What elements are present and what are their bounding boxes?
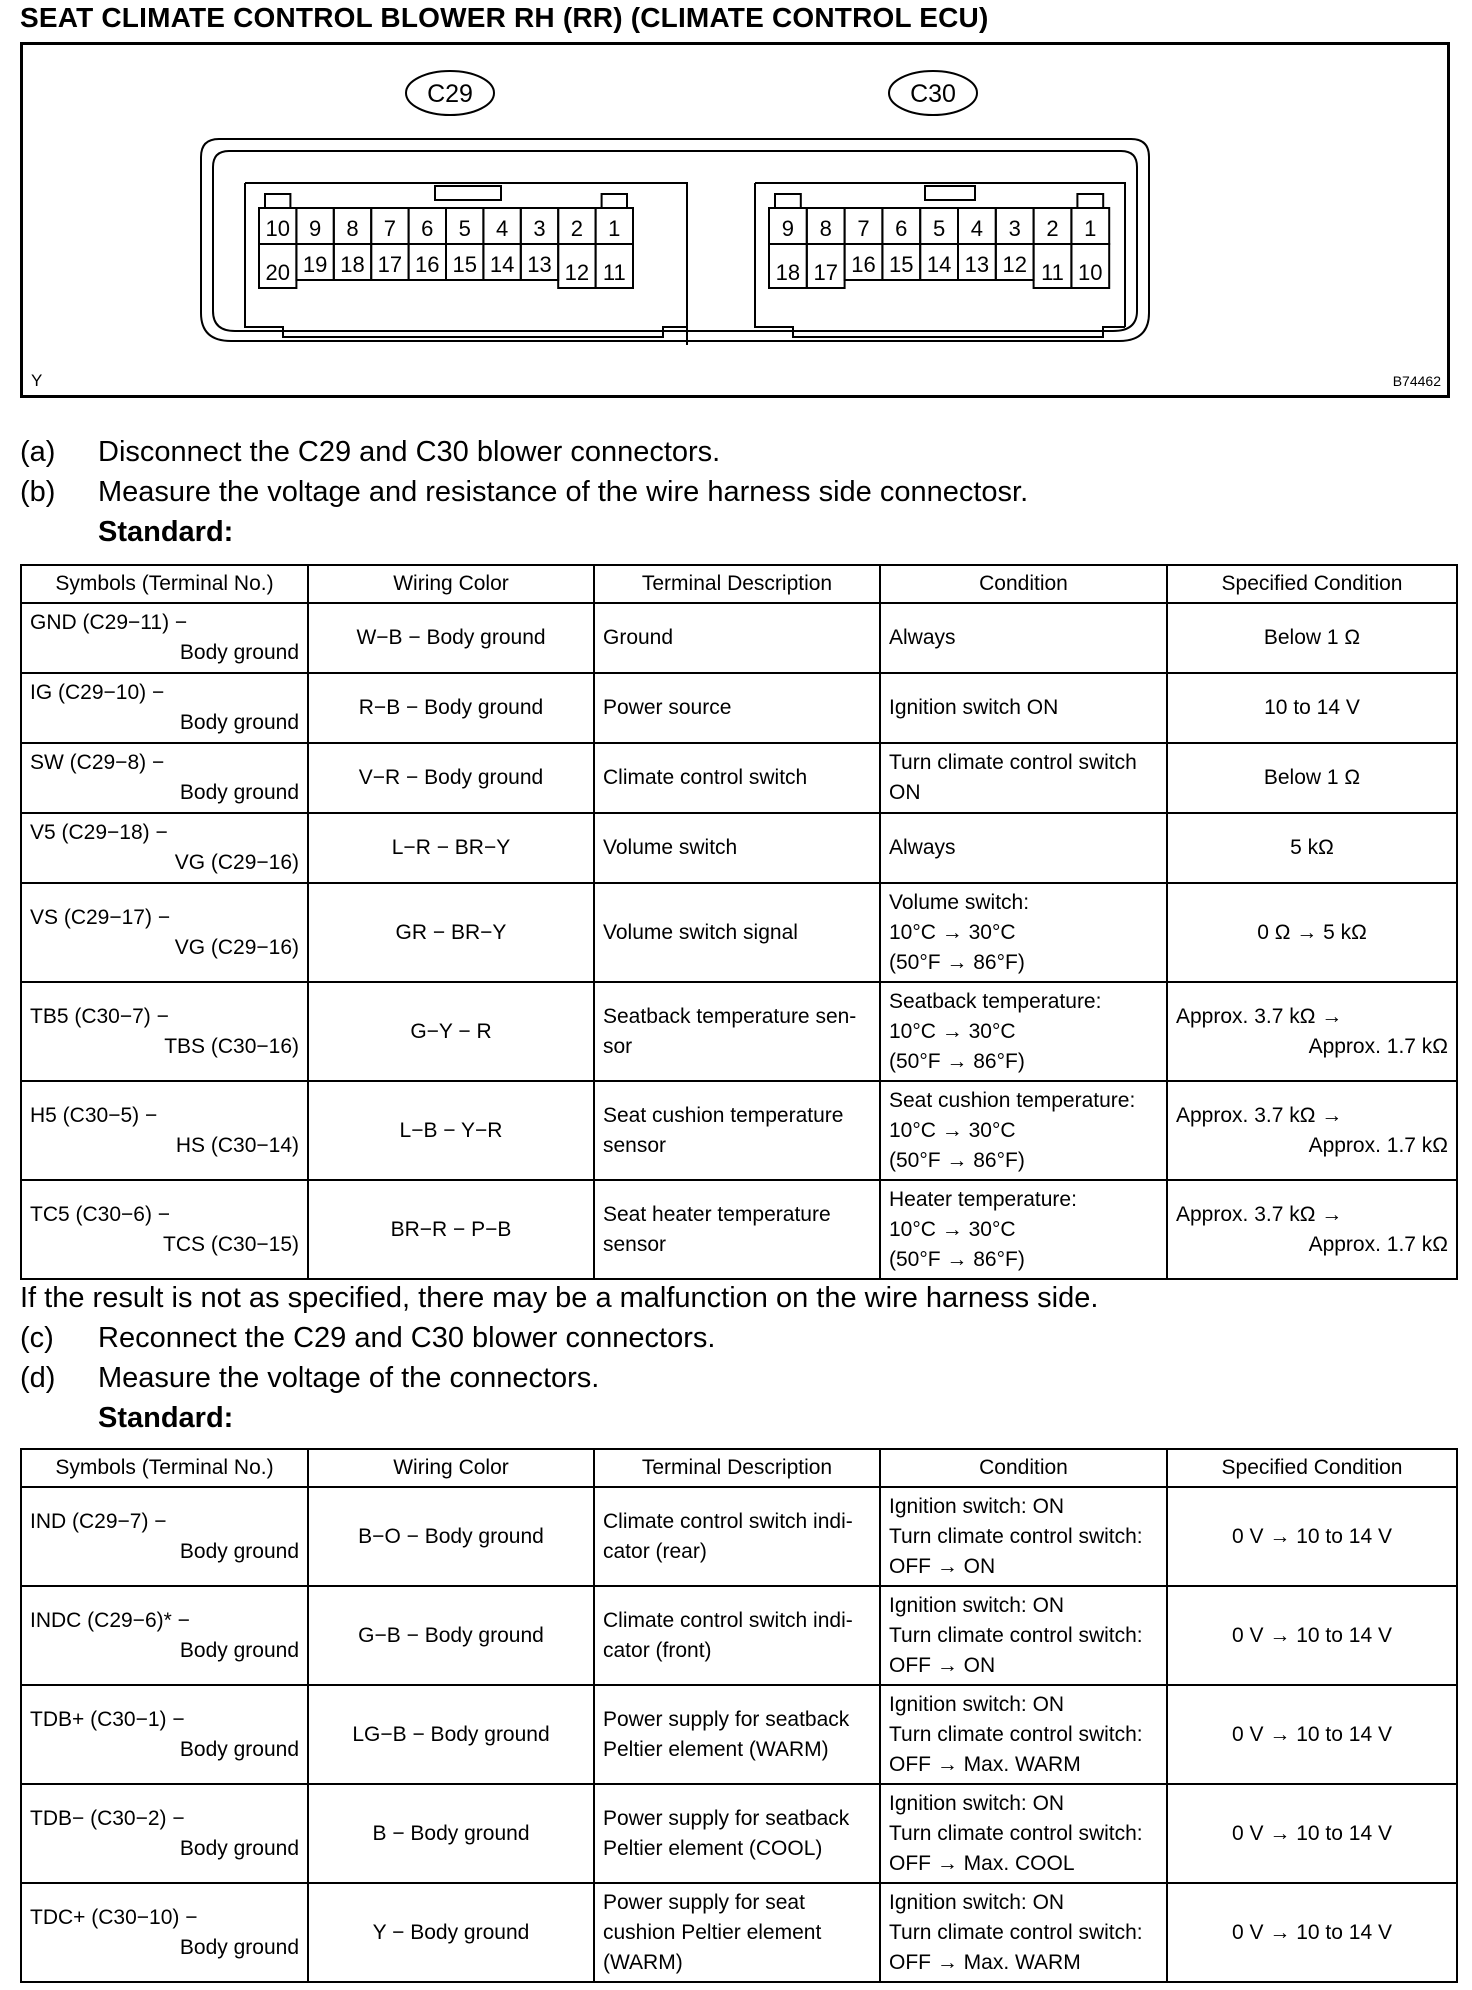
terminal-symbol-cell — [21, 1081, 308, 1180]
header-terminal-description: Terminal Description — [594, 1449, 880, 1487]
specified-condition-cell: 0 Ω → 5 kΩ — [1167, 883, 1457, 982]
wiring-color-cell: L−R − BR−Y — [308, 813, 594, 883]
terminal-symbol-cell — [21, 813, 308, 883]
step-d-text: Measure the voltage of the connectors. — [98, 1362, 600, 1394]
c29-pin-number: 5 — [458, 216, 471, 241]
malfunction-note: If the result is not as specified, there may be a malfunction on the wire harness side. — [20, 1282, 1099, 1314]
c30-pin-number: 14 — [926, 252, 952, 277]
spec-from: Approx. 3.7 kΩ → — [1176, 1004, 1343, 1028]
terminal-symbol-cell — [21, 743, 308, 813]
terminal-symbol-cell — [21, 1784, 308, 1883]
specified-condition-cell: 0 V → 10 to 14 V — [1167, 1586, 1457, 1685]
specified-condition-cell — [1167, 982, 1457, 1081]
terminal-from: IG (C29−10) − — [30, 681, 165, 704]
wiring-color-cell: B − Body ground — [308, 1784, 594, 1883]
c30-pin-number: 2 — [1046, 216, 1059, 241]
table-row — [21, 603, 1457, 673]
c30-pin-number: 8 — [819, 216, 832, 241]
c30-pin-number: 5 — [932, 216, 946, 241]
step-b-marker: (b) — [20, 476, 56, 508]
terminal-description-cell: Seat cushion temperature sensor — [594, 1081, 880, 1180]
c29-pin-number: 18 — [340, 252, 365, 277]
c29-pin-number: 8 — [346, 216, 359, 241]
terminal-description-cell: Power source — [594, 673, 880, 743]
c30-pin-number: 11 — [1041, 260, 1064, 285]
c29-pin-number: 12 — [564, 260, 590, 285]
spec-to: Approx. 1.7 kΩ — [1308, 1133, 1448, 1157]
condition-cell: Ignition switch: ON Turn climate control switch: OFF → ON — [880, 1586, 1167, 1685]
wiring-color-cell: G−Y − R — [308, 982, 594, 1081]
connector-figure — [20, 42, 1450, 398]
terminal-description-cell: Ground — [594, 603, 880, 673]
terminal-description-cell: Climate control switch indi- cator (rear) — [594, 1487, 880, 1586]
standard-label-1: Standard: — [98, 516, 234, 548]
table-row — [21, 1081, 1457, 1180]
c29-pin-number: 2 — [570, 216, 584, 241]
table-row — [21, 1784, 1457, 1883]
figure-code: B74462 — [1392, 373, 1441, 389]
c29-pin-number: 17 — [377, 252, 403, 277]
wiring-color-cell: GR − BR−Y — [308, 883, 594, 982]
terminal-from: TDB− (C30−2) − — [30, 1806, 185, 1830]
step-b-text: Measure the voltage and resistance of the wire harness side connectosr. — [98, 476, 1029, 508]
terminal-from: TDC+ (C30−10) − — [30, 1905, 198, 1929]
c30-key-notch — [775, 194, 801, 208]
terminal-from: V5 (C29−18) − — [30, 821, 168, 844]
terminal-to: Body ground — [179, 781, 299, 804]
step-d-marker: (d) — [20, 1362, 56, 1394]
c30-pin-number: 12 — [1002, 252, 1027, 277]
condition-cell: Turn climate control switch ON — [880, 743, 1167, 813]
c30-pin-number: 9 — [781, 216, 795, 241]
terminal-symbol-cell — [21, 982, 308, 1081]
specified-condition-cell: 0 V → 10 to 14 V — [1167, 1784, 1457, 1883]
specified-condition-cell: Below 1 Ω — [1167, 743, 1457, 813]
specified-condition-cell: 5 kΩ — [1167, 813, 1457, 883]
spec-from: Approx. 3.7 kΩ → — [1176, 1202, 1343, 1226]
c29-pin-number: 4 — [495, 216, 509, 241]
wiring-color-cell: W−B − Body ground — [308, 603, 594, 673]
specified-condition-cell: 0 V → 10 to 14 V — [1167, 1487, 1457, 1586]
terminal-to: Body ground — [179, 641, 299, 664]
c29-pin-number: 6 — [421, 216, 434, 241]
header-wiring-color: Wiring Color — [308, 565, 594, 603]
step-a — [20, 436, 720, 469]
header-specified-condition: Specified Condition — [1167, 565, 1457, 603]
wiring-color-cell: B−O − Body ground — [308, 1487, 594, 1586]
table-row — [21, 1586, 1457, 1685]
c29-pin-number: 3 — [533, 216, 546, 241]
header-terminal-description: Terminal Description — [594, 565, 880, 603]
specified-condition-cell — [1167, 1081, 1457, 1180]
step-a-marker: (a) — [20, 436, 56, 468]
terminal-description-cell: Seat heater temperature sensor — [594, 1180, 880, 1279]
c30-label: C30 — [910, 80, 956, 108]
c29-pin-number: 15 — [452, 252, 477, 277]
c29-pin-number: 16 — [415, 252, 440, 277]
specified-condition-cell: 0 V → 10 to 14 V — [1167, 1685, 1457, 1784]
terminal-symbol-cell — [21, 603, 308, 673]
terminal-description-cell: Power supply for seatback Peltier element (WARM) — [594, 1685, 880, 1784]
terminal-symbol-cell — [21, 1487, 308, 1586]
wiring-color-cell: BR−R − P−B — [308, 1180, 594, 1279]
c30-latch — [925, 186, 975, 200]
c30-pin-number: 17 — [813, 260, 838, 285]
terminal-to: TBS (C30−16) — [164, 1034, 299, 1058]
terminal-description-cell: Volume switch signal — [594, 883, 880, 982]
table-row — [21, 1685, 1457, 1784]
wiring-color-cell: Y − Body ground — [308, 1883, 594, 1982]
terminal-from: TC5 (C30−6) − — [30, 1202, 171, 1226]
c30-pin-number: 16 — [851, 252, 876, 277]
condition-cell: Volume switch: 10°C → 30°C (50°F → 86°F) — [880, 883, 1167, 982]
spec-to: Approx. 1.7 kΩ — [1308, 1232, 1448, 1256]
connector-voltage-table — [20, 1448, 1458, 1983]
spec-to: Approx. 1.7 kΩ — [1308, 1034, 1448, 1058]
condition-cell: Ignition switch: ON Turn climate control switch: OFF → Max. COOL — [880, 1784, 1167, 1883]
table-row — [21, 813, 1457, 883]
c30-pin-number: 15 — [889, 252, 914, 277]
terminal-description-cell: Climate control switch indi- cator (front) — [594, 1586, 880, 1685]
c29-pin-number: 1 — [608, 216, 621, 241]
terminal-from: GND (C29−11) − — [30, 611, 188, 634]
table-row — [21, 743, 1457, 813]
c30-key-notch — [1077, 194, 1103, 208]
table-row — [21, 982, 1457, 1081]
page-title: SEAT CLIMATE CONTROL BLOWER RH (RR) (CLIMATE CONTROL ECU) — [20, 2, 989, 33]
condition-cell: Ignition switch: ON Turn climate control switch: OFF → Max. WARM — [880, 1883, 1167, 1982]
specified-condition-cell: Below 1 Ω — [1167, 603, 1457, 673]
specified-condition-cell — [1167, 1180, 1457, 1279]
terminal-symbol-cell — [21, 1685, 308, 1784]
c29-key-notch — [602, 194, 627, 208]
resistance-voltage-table — [20, 564, 1458, 1280]
terminal-to: Body ground — [179, 1539, 299, 1563]
table-header-row — [21, 1449, 1457, 1487]
header-condition: Condition — [880, 565, 1167, 603]
table-row — [21, 1883, 1457, 1982]
terminal-to: TCS (C30−15) — [163, 1232, 299, 1256]
step-b — [20, 476, 1028, 509]
c29-label: C29 — [427, 80, 473, 108]
terminal-symbol-cell — [21, 1180, 308, 1279]
c29-pin-number: 13 — [527, 252, 552, 277]
condition-cell: Ignition switch: ON Turn climate control switch: OFF → Max. WARM — [880, 1685, 1167, 1784]
step-d — [20, 1362, 599, 1395]
terminal-description-cell: Power supply for seatback Peltier element (COOL) — [594, 1784, 880, 1883]
c29-pin-number: 20 — [265, 260, 290, 285]
condition-cell: Always — [880, 813, 1167, 883]
wiring-color-cell: LG−B − Body ground — [308, 1685, 594, 1784]
step-c — [20, 1322, 715, 1355]
table-row — [21, 673, 1457, 743]
wiring-color-cell: V−R − Body ground — [308, 743, 594, 813]
terminal-symbol-cell — [21, 883, 308, 982]
c29-pin-number: 10 — [265, 216, 290, 241]
specified-condition-cell: 10 to 14 V — [1167, 673, 1457, 743]
terminal-to: Body ground — [179, 711, 299, 734]
terminal-description-cell: Seatback temperature sen- sor — [594, 982, 880, 1081]
wiring-color-cell: R−B − Body ground — [308, 673, 594, 743]
step-c-marker: (c) — [20, 1322, 54, 1354]
terminal-to: VG (C29−16) — [174, 851, 299, 874]
step-a-text: Disconnect the C29 and C30 blower connectors. — [98, 436, 721, 468]
standard-label-2: Standard: — [98, 1402, 234, 1434]
c30-pin-number: 13 — [964, 252, 990, 277]
header-specified-condition: Specified Condition — [1167, 1449, 1457, 1487]
c29-pin-number: 9 — [308, 216, 322, 241]
condition-cell: Seatback temperature: 10°C → 30°C (50°F → 86°F) — [880, 982, 1167, 1081]
c30-pin-number: 4 — [970, 216, 984, 241]
terminal-to: Body ground — [179, 1935, 299, 1959]
c29-pin-number: 11 — [602, 260, 626, 285]
c29-key-notch — [265, 194, 290, 208]
c29-pin-number: 7 — [383, 216, 397, 241]
terminal-from: SW (C29−8) − — [30, 751, 165, 774]
terminal-from: VS (C29−17) − — [30, 905, 171, 929]
c30-pin-number: 18 — [775, 260, 801, 285]
terminal-to: Body ground — [179, 1638, 299, 1662]
terminal-to: Body ground — [179, 1737, 299, 1761]
wiring-color-cell: L−B − Y−R — [308, 1081, 594, 1180]
terminal-description-cell: Power supply for seat cushion Peltier element (WARM) — [594, 1883, 880, 1982]
c29-pin-number: 14 — [489, 252, 515, 277]
c29-latch — [435, 186, 501, 200]
c30-pin-number: 6 — [895, 216, 908, 241]
terminal-symbol-cell — [21, 1883, 308, 1982]
terminal-from: INDC (C29−6)* − — [30, 1608, 190, 1632]
condition-cell: Always — [880, 603, 1167, 673]
terminal-from: IND (C29−7) − — [30, 1509, 167, 1533]
terminal-symbol-cell — [21, 1586, 308, 1685]
terminal-from: H5 (C30−5) − — [30, 1103, 158, 1127]
connector-diagram — [23, 45, 1447, 395]
connector-housing-inner-outline — [213, 151, 1137, 331]
terminal-description-cell: Climate control switch — [594, 743, 880, 813]
specified-condition-cell: 0 V → 10 to 14 V — [1167, 1883, 1457, 1982]
spec-from: Approx. 3.7 kΩ → — [1176, 1103, 1343, 1127]
c30-pin-number: 3 — [1008, 216, 1021, 241]
c29-pin-number: 19 — [302, 252, 328, 277]
terminal-from: TDB+ (C30−1) − — [30, 1707, 185, 1731]
step-c-text: Reconnect the C29 and C30 blower connectors. — [98, 1322, 716, 1354]
c30-pin-number: 7 — [857, 216, 870, 241]
table-row — [21, 883, 1457, 982]
terminal-to: Body ground — [179, 1836, 299, 1860]
connector-housing-outline — [201, 139, 1149, 341]
table-header-row — [21, 565, 1457, 603]
condition-cell: Heater temperature: 10°C → 30°C (50°F → 86°F) — [880, 1180, 1167, 1279]
header-wiring-color: Wiring Color — [308, 1449, 594, 1487]
c30-pin-number: 1 — [1084, 216, 1097, 241]
table-row — [21, 1487, 1457, 1586]
terminal-from: TB5 (C30−7) − — [30, 1004, 169, 1028]
header-condition: Condition — [880, 1449, 1167, 1487]
terminal-to: HS (C30−14) — [175, 1133, 299, 1157]
condition-cell: Ignition switch ON — [880, 673, 1167, 743]
table-row — [21, 1180, 1457, 1279]
header-symbols: Symbols (Terminal No.) — [21, 1449, 308, 1487]
wiring-color-cell: G−B − Body ground — [308, 1586, 594, 1685]
terminal-description-cell: Volume switch — [594, 813, 880, 883]
c30-pin-number: 10 — [1078, 260, 1103, 285]
terminal-to: VG (C29−16) — [174, 935, 299, 959]
condition-cell: Seat cushion temperature: 10°C → 30°C (50°F → 86°F) — [880, 1081, 1167, 1180]
figure-corner-label: Y — [31, 371, 43, 390]
header-symbols: Symbols (Terminal No.) — [21, 565, 308, 603]
condition-cell: Ignition switch: ON Turn climate control switch: OFF → ON — [880, 1487, 1167, 1586]
terminal-symbol-cell — [21, 673, 308, 743]
